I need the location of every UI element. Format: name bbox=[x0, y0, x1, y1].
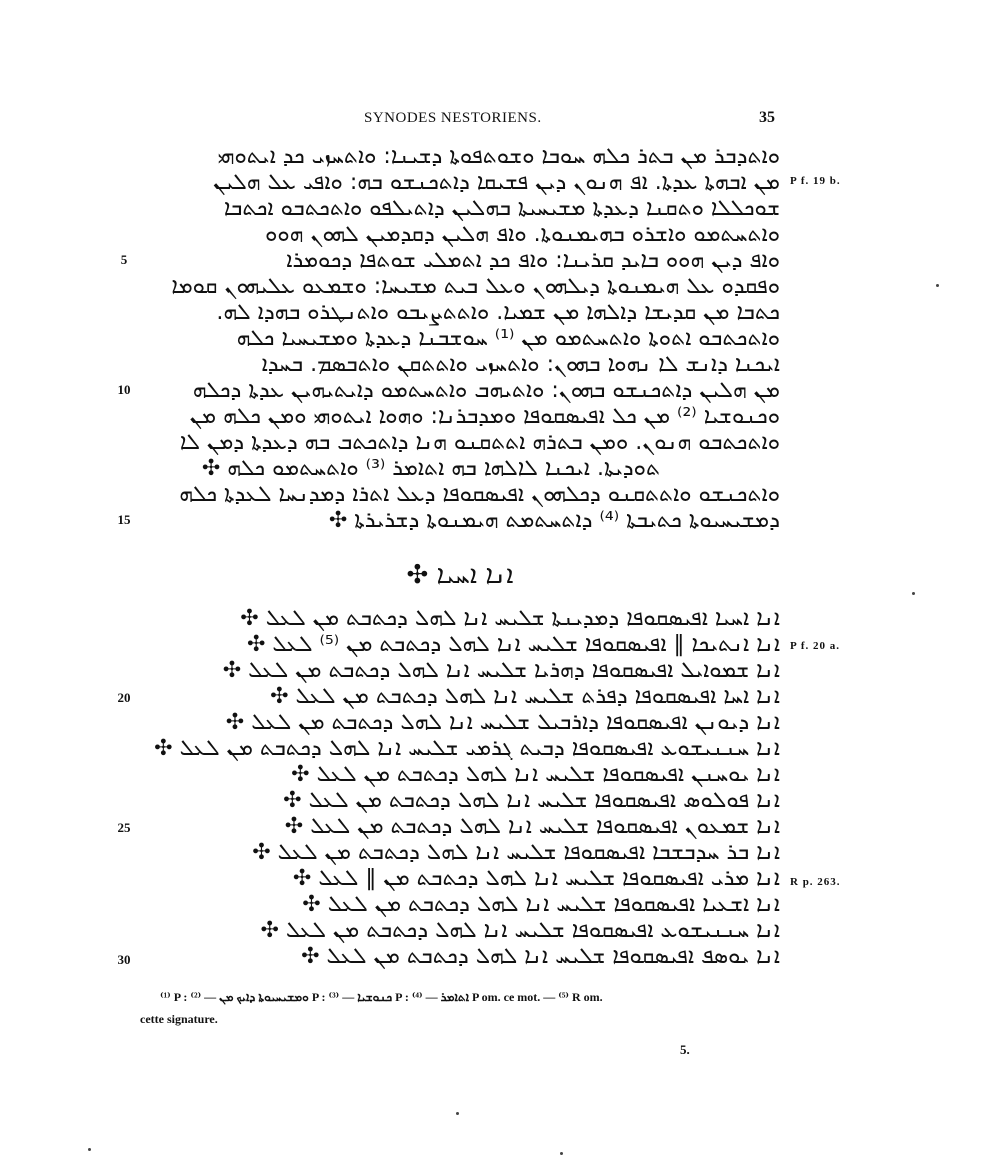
text-line: ܘܐܦ ܕܝܢ ܗܘܘ ܒܐܝܕ ܩܪܝܢܐ: ܘܐܦ ܟܕ ܐܬܡܠܝ ܫܘܬܦܐ ܕܟܘܡܪܐ bbox=[286, 248, 780, 273]
text-line: ܕܡܫܝܚܝܘܬܐ ܟܬܝܒܬܐ ⁽⁴⁾ ܕܐܬܚܬܡܬ ܗܝܡܢܘܬܐ ܕܫܪܝܪܬܐ ✣ bbox=[328, 508, 780, 533]
signature-mark: 5. bbox=[680, 1042, 690, 1057]
line-number: 5 bbox=[120, 252, 128, 267]
text-line: ܘܐܬܕܒܪ ܡܢ ܒܬܪ ܟܠܗ ܚܘܒܐ ܘܫܘܬܦܘܬܐ ܕܫܝܢܐ: ܘܐܬܚܙܝ ܟܕ ܐܝܬܘܗܝ bbox=[217, 144, 780, 169]
running-header-title: SYNODES NESTORIENS. bbox=[364, 110, 542, 126]
text-line: ܟܬܒܐ ܡܢ ܩܕܝܫܐ ܕܐܠܗܐ ܡܢ ܫܡܝܐ. ܘܐܬܬܨܝܒܘ ܘܐܬܢܛܪܘ ܒܗܕܐ ܠܗ. bbox=[216, 300, 780, 325]
text-line: ܘܐܬܚܬܡܘ ܘܐܫܪܘ ܒܗܝܡܢܘܬܐ. ܘܐܦ ܗܠܝܢ ܕܩܕܡܝܢ ܠܗܘܢ ܗܘܘ bbox=[265, 222, 780, 247]
signature-line: ܐܢܐ ܐܫܥܝܐ ܐܦܝܣܩܘܦܐ ܫܠܝܚ ܐܢܐ ܠܗܠ ܕܟܬܒܬ ܡܢ ܠܥܠ ✣ bbox=[302, 892, 780, 917]
signature-line: ܐܢܐ ܕܝܘܢܢ ܐܦܝܣܩܘܦܐ ܕܐܪܒܝܠ ܫܠܝܚ ܐܢܐ ܠܗܠ ܕܟܬܒܬ ܡܢ ܠܥܠ ✣ bbox=[225, 710, 780, 735]
scan-speck bbox=[88, 1148, 91, 1151]
footnote-line: cette signature. bbox=[140, 1012, 218, 1026]
scan-speck bbox=[936, 284, 939, 287]
signature-line: ܐܢܐ ܚܢܢܝܫܘܥ ܐܦܝܣܩܘܦܐ ܕܒܝܬ ܓܪܡܝ ܫܠܝܚ ܐܢܐ ܠܗܠ ܕܟܬܒܬ ܡܢ ܠܥܠ ✣ bbox=[154, 736, 780, 761]
scan-speck bbox=[912, 592, 915, 595]
section-title: ܐܢܐ ܐܚܝܐ ✣ bbox=[406, 560, 514, 590]
signature-line: ܐܢܐ ܫܡܘܐܝܠ ܐܦܝܣܩܘܦܐ ܕܗܪܝܐ ܫܠܝܚ ܐܢܐ ܠܗܠ ܕܟܬܒܬ ܡܢ ܠܥܠ ✣ bbox=[222, 658, 780, 683]
margin-note: R p. 263. bbox=[790, 876, 841, 888]
page-number: 35 bbox=[759, 109, 775, 126]
line-number: 30 bbox=[117, 952, 131, 967]
signature-line: ܐܢܐ ܒܪ ܚܕܒܫܒܐ ܐܦܝܣܩܘܦܐ ܫܠܝܚ ܐܢܐ ܠܗܠ ܕܟܬܒܬ ܡܢ ܠܥܠ ✣ bbox=[252, 840, 780, 865]
text-line: ܬܘܕܝܬܐ. ܐܝܟܢܐ ܠܐܠܗܐ ܒܗ ܐܬܐܡܪ ⁽³⁾ ܘܐܬܚܬܡܘ ܟܠܗ ✣ bbox=[201, 456, 660, 481]
signature-line: ܐܢܐ ܦܘܠܘܣ ܐܦܝܣܩܘܦܐ ܫܠܝܚ ܐܢܐ ܠܗܠ ܕܟܬܒܬ ܡܢ ܠܥܠ ✣ bbox=[283, 788, 780, 813]
text-line: ܡܢ ܐܒܗܬܐ ܥܕܬܐ. ܐܦ ܗܢܘܢ ܕܝܢ ܦܫܝܩܐ ܕܐܬܟܢܫܘ ܒܗ: ܘܐܦܝ ܥܠ ܗܠܝܢ bbox=[213, 170, 780, 195]
signature-line: ܐܢܐ ܫܡܥܘܢ ܐܦܝܣܩܘܦܐ ܫܠܝܚ ܐܢܐ ܠܗܠ ܕܟܬܒܬ ܡܢ ܠܥܠ ✣ bbox=[284, 814, 780, 839]
signature-line: ܐܢܐ ܐܚܝܐ ܐܦܝܣܩܘܦܐ ܕܡܕܝܢܬܐ ܫܠܝܚ ܐܢܐ ܠܗܠ ܕܟܬܒܬ ܡܢ ܠܥܠ ✣ bbox=[240, 606, 780, 631]
scan-speck bbox=[560, 1152, 563, 1155]
signature-line: ܐܢܐ ܡܪܝ ܐܦܝܣܩܘܦܐ ܫܠܝܚ ܐܢܐ ܠܗܠ ܕܟܬܒܬ ܡܢ ‖ ܠܥܠ ✣ bbox=[292, 866, 780, 891]
line-number: 10 bbox=[117, 382, 131, 397]
text-line: ܫܘܟܠܠܐ ܘܬܩܢܐ ܕܥܕܬܐ ܡܫܝܚܝܬܐ ܒܗܠܝܢ ܕܐܬܝܠܦܘ ܘܐܬܟܬܒܘ ܐܟܬܒܐ bbox=[223, 196, 780, 221]
line-number: 15 bbox=[117, 512, 131, 527]
signature-line: ܐܢܐ ܝܘܚܢܢ ܐܦܝܣܩܘܦܐ ܫܠܝܚ ܐܢܐ ܠܗܠ ܕܟܬܒܬ ܡܢ ܠܥܠ ✣ bbox=[291, 762, 780, 787]
signature-line: ܐܢܐ ܐܚܐ ܐܦܝܣܩܘܦܐ ܕܦܪܬ ܫܠܝܚ ܐܢܐ ܠܗܠ ܕܟܬܒܬ ܡܢ ܠܥܠ ✣ bbox=[270, 684, 780, 709]
text-line: ܡܢ ܗܠܝܢ ܕܐܬܟܢܫܘ ܒܗܘܢ: ܘܐܬܝܗܒ ܘܐܬܚܬܡܘ ܕܐܝܬܝܗܝܢ ܥܕܬܐ ܕܟܠܗ bbox=[192, 378, 780, 403]
text-line: ܘܐܬܟܢܫܘ ܘܐܬܬܩܢܘ ܕܟܠܗܘܢ ܐܦܝܣܩܘܦܐ ܕܥܠ ܐܬܪܐ ܕܡܕܢܚܐ ܠܥܕܬܐ ܟܠܗ bbox=[179, 482, 780, 507]
signature-line: ܐܢܐ ܚܢܢܝܫܘܥ ܐܦܝܣܩܘܦܐ ܫܠܝܚ ܐܢܐ ܠܗܠ ܕܟܬܒܬ ܡܢ ܠܥܠ ✣ bbox=[260, 918, 780, 943]
margin-note: P f. 19 b. bbox=[790, 175, 841, 187]
line-number: 25 bbox=[117, 820, 131, 835]
signature-line: ܐܢܐ ܝܘܣܦ ܐܦܝܣܩܘܦܐ ܫܠܝܚ ܐܢܐ ܠܗܠ ܕܟܬܒܬ ܡܢ ܠܥܠ ✣ bbox=[301, 944, 780, 969]
scan-speck bbox=[456, 1112, 459, 1115]
text-line: ܘܟܢܘܫܝܐ ⁽²⁾ ܡܢ ܟܠ ܐܦܝܣܩܘܦܐ ܘܡܕܒܪܢܐ: ܘܗܘܐ ܐܝܬܘܗܝ ܘܡܢ ܟܠܗ ܡܢ bbox=[189, 404, 780, 429]
text-line: ܘܐܬܟܬܒܘ ܗܢܘܢ. ܘܡܢ ܒܬܪܗ ܐܬܬܩܢܘ ܗܢܐ ܕܐܬܟܬܒ ܒܗ ܕܥܕܬܐ ܕܡܢ ܠܐ bbox=[179, 430, 780, 455]
line-number: 20 bbox=[117, 690, 131, 705]
footnote-line: ⁽¹⁾ P : ܘܡܫܝܚܝܘܬܐ ܕܐܝܟ ܡܢ — ⁽²⁾ P : ܟܢܘܫܝܐ — ⁽³⁾ P : ܐܬܐܡܪ — ⁽⁴⁾ P om. ce mot. — ⁽⁵⁾ R om. bbox=[160, 990, 603, 1004]
text-line: ܐܝܟܢܐ ܕܐܢܫ ܠܐ ܢܗܘܐ ܒܗܘܢ: ܘܐܬܚܙܝ ܘܐܬܬܩܢ ܘܐܬܒܣܡ. ܒܚܕܐ bbox=[261, 352, 780, 377]
margin-note: P f. 20 a. bbox=[790, 640, 841, 652]
text-line: ܘܦܩܕܘ ܥܠ ܗܝܡܢܘܬܐ ܕܝܠܗܘܢ ܘܥܠ ܒܝܬ ܡܫܝܚܐ: ܘܫܡܥܘ ܥܠܝܗܘܢ ܩܘܡܐ bbox=[171, 274, 780, 299]
text-line: ܘܐܬܟܬܒܘ ܐܬܘܬܐ ܘܐܬܚܬܡܘ ܡܢ ⁽¹⁾ ܚܘܫܒܢܐ ܕܥܕܬܐ ܘܡܫܝܚܝܐ ܟܠܗ bbox=[236, 326, 780, 351]
signature-line: ܐܢܐ ܐܢܬܝܟܐ ‖ ܐܦܝܣܩܘܦܐ ܫܠܝܚ ܐܢܐ ܠܗܠ ܕܟܬܒܬ ܡܢ ⁽⁵⁾ ܠܥܠ ✣ bbox=[247, 632, 780, 657]
